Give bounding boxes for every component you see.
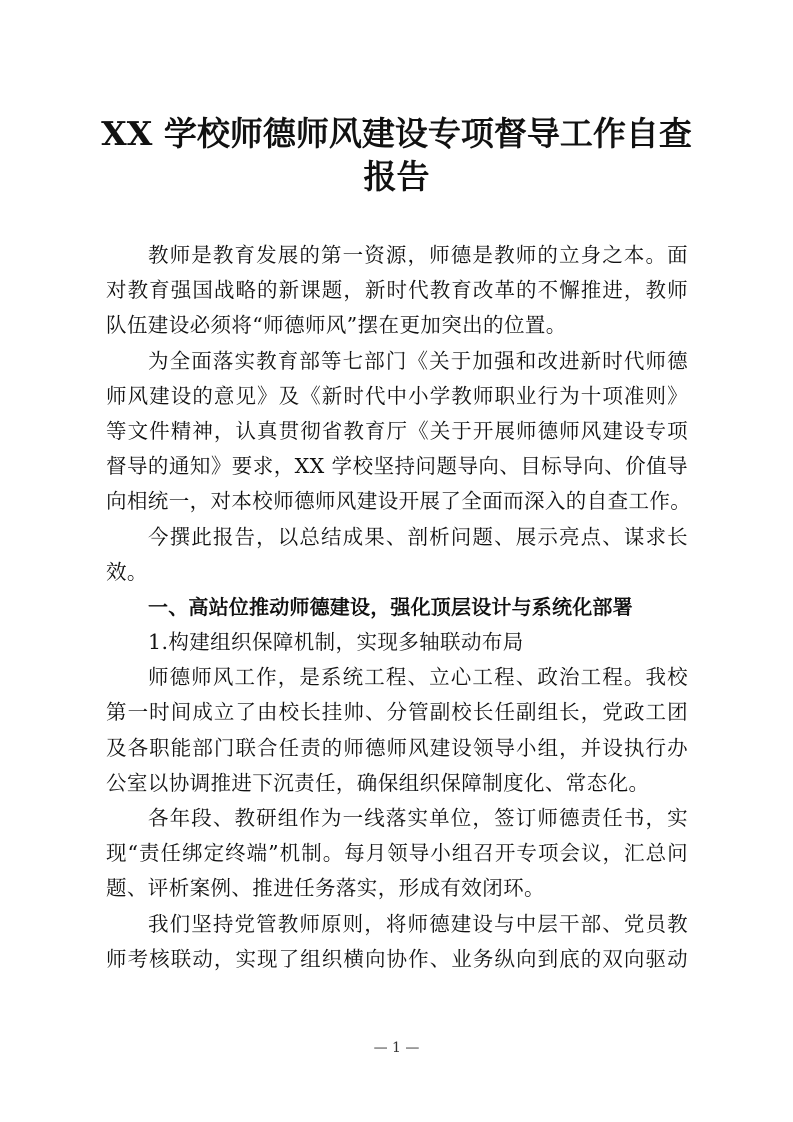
paragraph-line: 今撰此报告，以总结成果、剖析问题、展示亮点、谋求长 bbox=[148, 524, 688, 549]
page-number: — 1 — bbox=[373, 1040, 420, 1056]
paragraph-line: 师风建设的意见》及《新时代中小学教师职业行为十项准则》 bbox=[106, 383, 688, 408]
paragraph-line: 公室以协调推进下沉责任，确保组织保障制度化、常态化。 bbox=[106, 770, 650, 795]
document-title-line-1: XX 学校师德师风建设专项督导工作自查 bbox=[101, 114, 692, 153]
paragraph-line: 向相统一，对本校师德师风建设开展了全面而深入的自查工作。 bbox=[106, 489, 692, 514]
paragraph-line: 我们坚持党管教师原则，将师德建设与中层干部、党员教 bbox=[148, 911, 688, 936]
subsection-heading: 1.构建组织保障机制，实现多轴联动布局 bbox=[148, 630, 524, 655]
paragraph-line: 教师是教育发展的第一资源，师德是教师的立身之本。面 bbox=[148, 243, 688, 267]
document-body bbox=[106, 238, 692, 977]
section-heading: 一、高站位推动师德建设，强化顶层设计与系统化部署 bbox=[148, 594, 633, 619]
paragraph-line: 等文件精神，认真贯彻省教育厅《关于开展师德师风建设专项 bbox=[106, 418, 688, 443]
document-title-line-2: 报告 bbox=[363, 157, 430, 196]
paragraph-line: 及各职能部门联合任责的师德师风建设领导小组，并设执行办 bbox=[106, 735, 688, 760]
paragraph-line: 效。 bbox=[106, 559, 148, 584]
paragraph-line: 队伍建设必须将“师德师风”摆在更加突出的位置。 bbox=[106, 313, 567, 338]
paragraph-line: 师德师风工作，是系统工程、立心工程、政治工程。我校 bbox=[148, 665, 688, 690]
paragraph-line: 为全面落实教育部等七部门《关于加强和改进新时代师德 bbox=[148, 348, 688, 373]
paragraph-line: 师考核联动，实现了组织横向协作、业务纵向到底的双向驱动 bbox=[106, 946, 688, 971]
paragraph-line: 题、评析案例、推进任务落实，形成有效闭环。 bbox=[106, 876, 545, 901]
paragraph-line: 第一时间成立了由校长挂帅、分管副校长任副组长，党政工团 bbox=[106, 700, 688, 725]
paragraph-line: 各年段、教研组作为一线落实单位，签订师德责任书，实 bbox=[148, 806, 688, 830]
paragraph-line: 现“责任绑定终端”机制。每月领导小组召开专项会议，汇总问 bbox=[106, 841, 688, 866]
paragraph-line: 督导的通知》要求，XX 学校坚持问题导向、目标导向、价值导 bbox=[106, 454, 688, 479]
paragraph-line: 对教育强国战略的新课题，新时代教育改革的不懈推进，教师 bbox=[106, 278, 688, 303]
